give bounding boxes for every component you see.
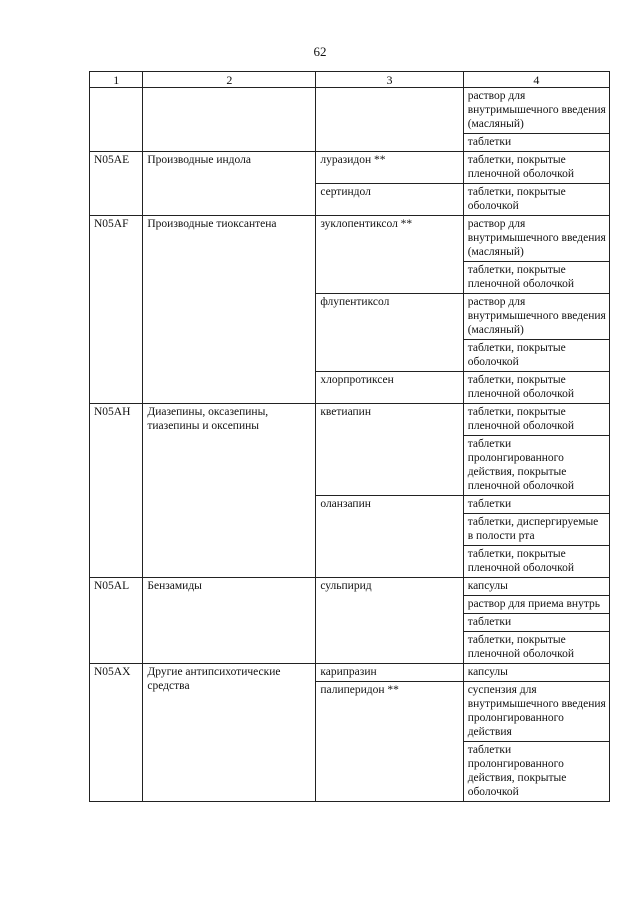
dosage-form-cell: таблетки пролонгированного действия, покрытые оболочкой xyxy=(463,742,609,802)
dosage-form-cell: таблетки, покрытые пленочной оболочкой xyxy=(463,632,609,664)
dosage-form-cell: раствор для внутримышечного введения (масляный) xyxy=(463,216,609,262)
drug-name-cell: флупентиксол xyxy=(316,294,463,372)
dosage-form-cell: таблетки, покрытые пленочной оболочкой xyxy=(463,404,609,436)
dosage-form-cell: таблетки xyxy=(463,496,609,514)
dosage-form-cell: раствор для приема внутрь xyxy=(463,596,609,614)
drug-name-cell: сертиндол xyxy=(316,184,463,216)
atc-code-cell: N05AE xyxy=(90,152,143,216)
dosage-form-cell: капсулы xyxy=(463,578,609,596)
dosage-form-cell: таблетки, диспергируемые в полости рта xyxy=(463,514,609,546)
drug-name-cell: луразидон ** xyxy=(316,152,463,184)
drug-name-cell: сульпирид xyxy=(316,578,463,664)
group-name-cell xyxy=(143,88,316,152)
group-name-cell: Производные индола xyxy=(143,152,316,216)
atc-code-cell: N05AX xyxy=(90,664,143,802)
atc-code-cell: N05AH xyxy=(90,404,143,578)
drug-name-cell: карипразин xyxy=(316,664,463,682)
dosage-form-cell: раствор для внутримышечного введения (масляный) xyxy=(463,294,609,340)
table-row xyxy=(90,404,610,436)
drug-name-cell: кветиапин xyxy=(316,404,463,496)
table-header-row xyxy=(90,72,610,88)
table-row xyxy=(90,216,610,262)
column-header: 4 xyxy=(463,72,609,88)
dosage-form-cell: таблетки, покрытые оболочкой xyxy=(463,184,609,216)
group-name-cell: Бензамиды xyxy=(143,578,316,664)
group-name-cell: Другие антипсихотические средства xyxy=(143,664,316,802)
dosage-form-cell: таблетки, покрытые пленочной оболочкой xyxy=(463,546,609,578)
dosage-form-cell: таблетки xyxy=(463,134,609,152)
column-header: 1 xyxy=(90,72,143,88)
drug-name-cell xyxy=(316,88,463,152)
table-row xyxy=(90,152,610,184)
dosage-form-cell: таблетки xyxy=(463,614,609,632)
page-number: 62 xyxy=(313,44,327,59)
dosage-form-cell: таблетки, покрытые пленочной оболочкой xyxy=(463,152,609,184)
dosage-form-cell: раствор для внутримышечного введения (масляный) xyxy=(463,88,609,134)
column-header: 3 xyxy=(316,72,463,88)
drug-table xyxy=(89,71,610,802)
drug-name-cell: оланзапин xyxy=(316,496,463,578)
group-name-cell: Производные тиоксантена xyxy=(143,216,316,404)
atc-code-cell: N05AF xyxy=(90,216,143,404)
atc-code-cell xyxy=(90,88,143,152)
dosage-form-cell: таблетки, покрытые оболочкой xyxy=(463,340,609,372)
column-header: 2 xyxy=(143,72,316,88)
dosage-form-cell: таблетки, покрытые пленочной оболочкой xyxy=(463,372,609,404)
group-name-cell: Диазепины, оксазепины, тиазепины и оксепины xyxy=(143,404,316,578)
dosage-form-cell: таблетки пролонгированного действия, покрытые пленочной оболочкой xyxy=(463,436,609,496)
dosage-form-cell: таблетки, покрытые пленочной оболочкой xyxy=(463,262,609,294)
atc-code-cell: N05AL xyxy=(90,578,143,664)
drug-name-cell: зуклопентиксол ** xyxy=(316,216,463,294)
table-row xyxy=(90,88,610,134)
drug-name-cell: палиперидон ** xyxy=(316,682,463,802)
drug-name-cell: хлорпротиксен xyxy=(316,372,463,404)
dosage-form-cell: капсулы xyxy=(463,664,609,682)
table-row xyxy=(90,664,610,682)
table-row xyxy=(90,578,610,596)
dosage-form-cell: суспензия для внутримышечного введения пролонгированного действия xyxy=(463,682,609,742)
